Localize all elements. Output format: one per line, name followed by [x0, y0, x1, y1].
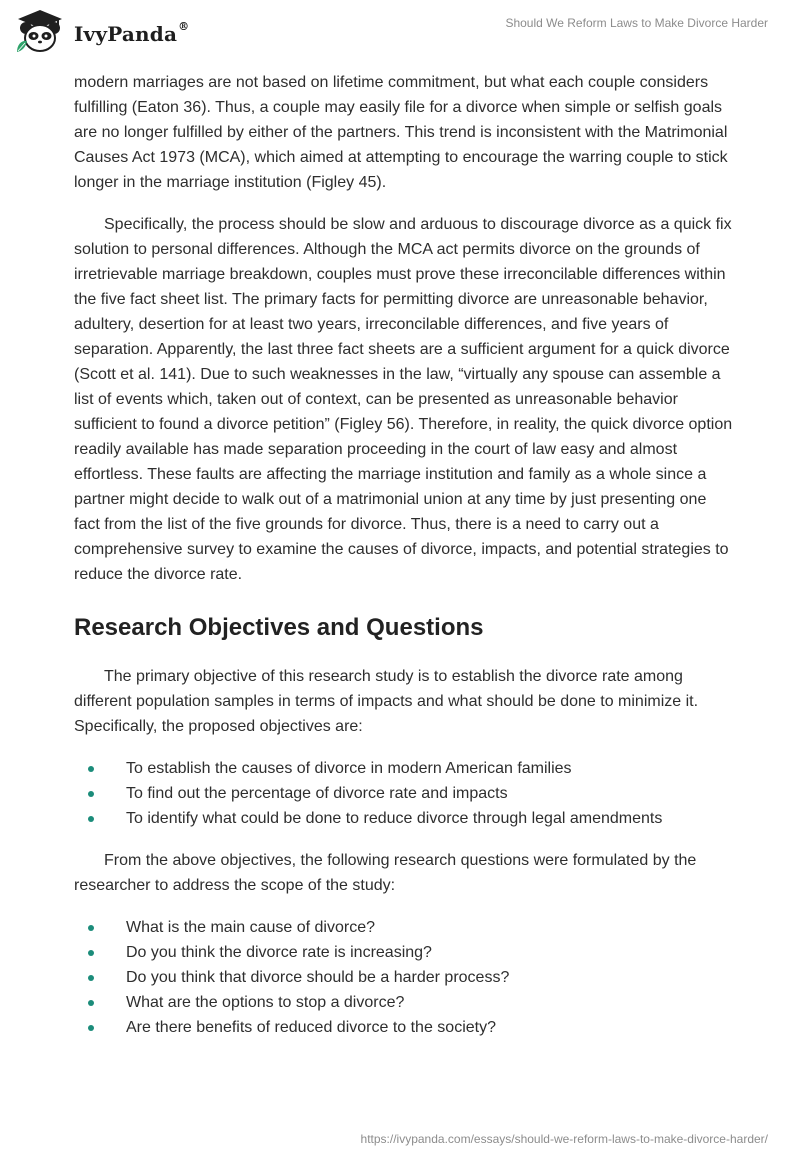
objectives-list	[74, 756, 734, 831]
bullet-icon	[88, 816, 94, 822]
source-url[interactable]: https://ivypanda.com/essays/should-we-reform-laws-to-make-divorce-harder/	[360, 1132, 768, 1146]
essay-content	[74, 70, 734, 1040]
list-item: What are the options to stop a divorce?	[74, 990, 734, 1015]
bullet-icon	[88, 950, 94, 956]
bullet-icon	[88, 766, 94, 772]
list-item: Do you think the divorce rate is increasing?	[74, 940, 734, 965]
panda-graduate-icon	[14, 8, 66, 54]
bullet-icon	[88, 791, 94, 797]
brand-name: IvyPanda®	[74, 20, 190, 46]
page-header	[0, 0, 800, 70]
body-paragraph: The primary objective of this research study is to establish the divorce rate among different population samples in terms of impacts and what should be done to minimize it. Specifically, the proposed objectives are:	[74, 668, 699, 735]
list-item: Are there benefits of reduced divorce to the society?	[74, 1015, 734, 1040]
bullet-icon	[88, 925, 94, 931]
body-paragraph: From the above objectives, the following research questions were formulated by the researcher to address the scope of the study:	[74, 852, 697, 894]
bullet-icon	[88, 1025, 94, 1031]
ivypanda-logo-link[interactable]	[14, 8, 189, 54]
bullet-icon	[88, 1000, 94, 1006]
body-paragraph: modern marriages are not based on lifetime commitment, but what each couple considers fulfilling (Eaton 36). Thus, a couple may easily file for a divorce when simple or selfish goals are no longer fulfilled by either of the partners. This trend is inconsistent with the Matrimonial Causes Act 1973 (MCA), which aimed at attempting to encourage the warring couple to stick longer in the marriage institution (Figley 45).	[74, 74, 728, 191]
document-title: Should We Reform Laws to Make Divorce Harder	[505, 16, 768, 30]
list-item: To establish the causes of divorce in modern American families	[74, 756, 734, 781]
body-paragraph: Specifically, the process should be slow and arduous to discourage divorce as a quick fix solution to personal differences. Although the MCA act permits divorce on the grounds of irretrievable marriage breakdown, couples must prove these irreconcilable differences within the five fact sheet list. The primary facts for permitting divorce are unreasonable behavior, adultery, desertion for at least two years, irreconcilable differences, and five years of separation. Apparently, the last three fact sheets are a sufficient argument for a quick divorce (Scott et al. 141). Due to such weaknesses in the law, “virtually any spouse can assemble a list of events which, taken out of context, can be presented as unreasonable behavior sufficient to found a divorce petition” (Figley 56). Therefore, in reality, the quick divorce option readily available has made separation proceeding in the court of law easy and almost effortless. These faults are affecting the marriage institution and family as a whole since a partner might decide to walk out of a matrimonial union at any time by just presenting one fact from the list of the five grounds for divorce. Thus, there is a need to carry out a comprehensive survey to examine the causes of divorce, impacts, and potential strategies to reduce the divorce rate.	[74, 216, 733, 583]
list-item: To identify what could be done to reduce divorce through legal amendments	[74, 806, 734, 831]
questions-list	[74, 915, 734, 1040]
list-item: Do you think that divorce should be a harder process?	[74, 965, 734, 990]
list-item: What is the main cause of divorce?	[74, 915, 734, 940]
list-item: To find out the percentage of divorce rate and impacts	[74, 781, 734, 806]
section-heading: Research Objectives and Questions	[74, 614, 484, 641]
bullet-icon	[88, 975, 94, 981]
